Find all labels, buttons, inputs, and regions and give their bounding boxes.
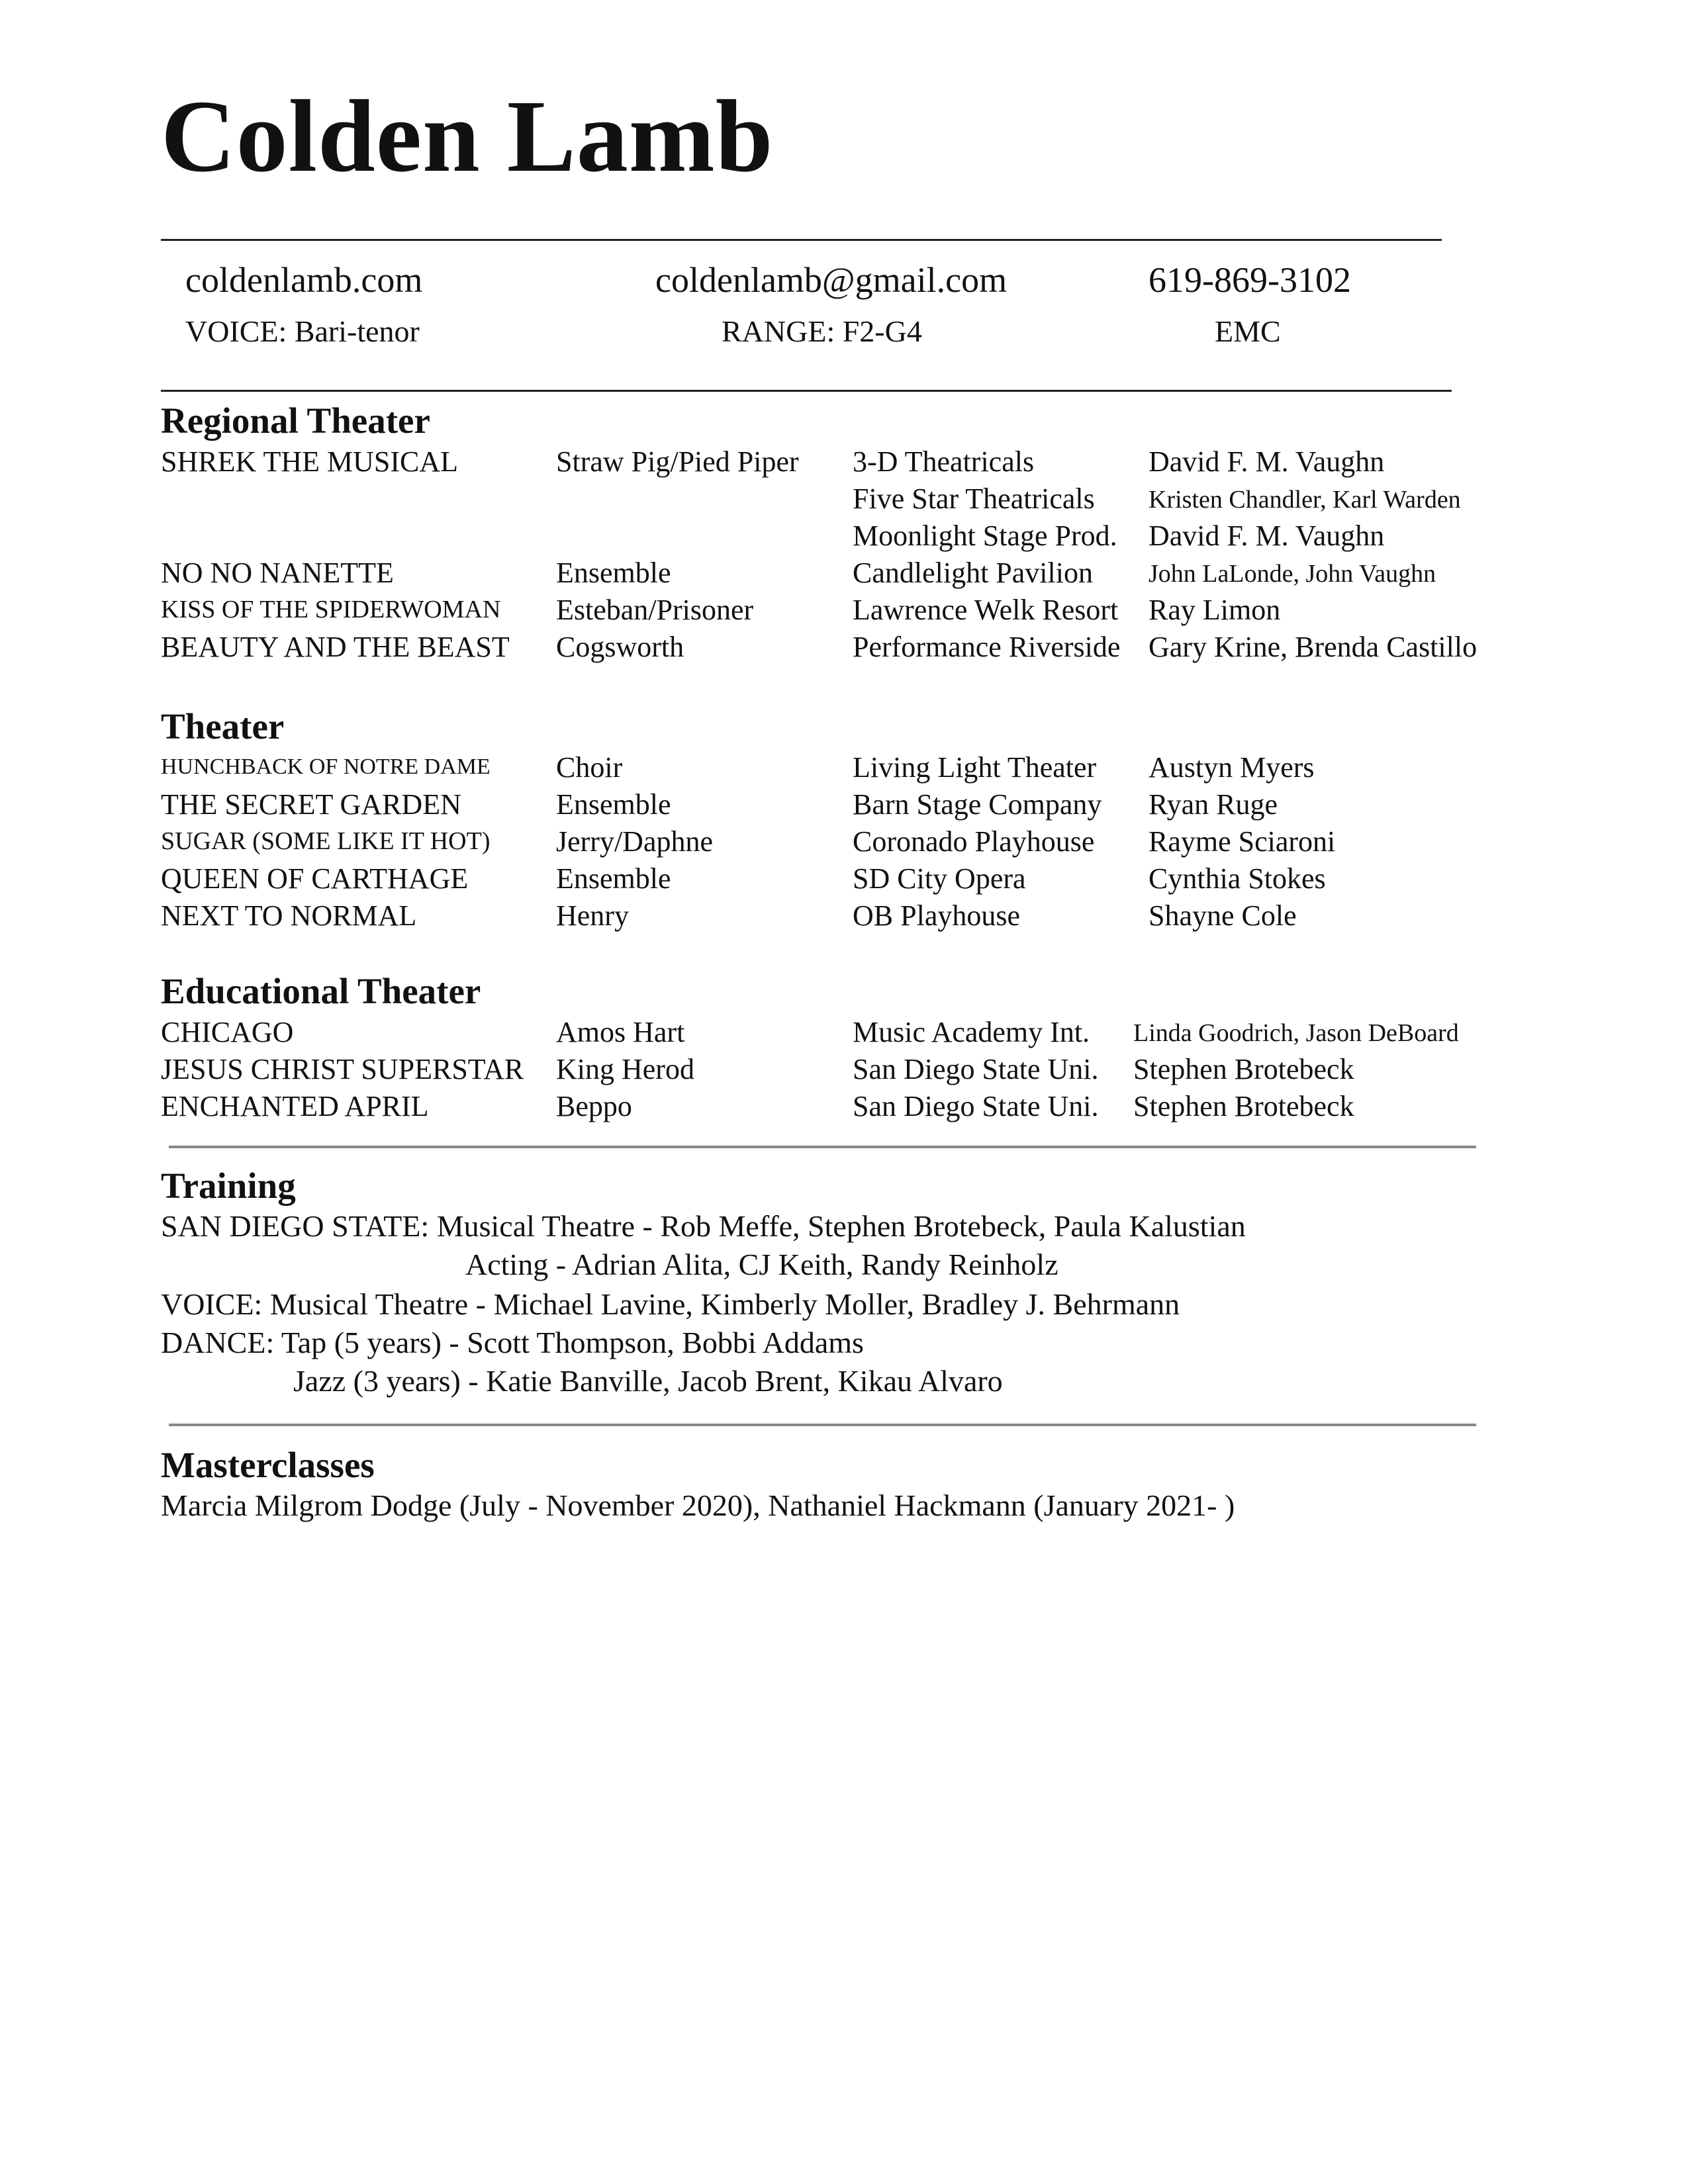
credit-director: Ryan Ruge [1149,788,1278,821]
credit-director: Rayme Sciaroni [1149,825,1336,858]
website: coldenlamb.com [185,260,423,300]
credit-director: Kristen Chandler, Karl Warden [1149,486,1461,514]
credit-show: SUGAR (SOME LIKE IT HOT) [161,827,491,855]
union-status: EMC [1215,314,1281,348]
credit-director: Austyn Myers [1149,751,1315,784]
credit-role: Choir [556,751,623,784]
voice-type: VOICE: Bari-tenor [185,314,420,348]
credit-show: NO NO NANETTE [161,557,394,589]
credit-director: Shayne Cole [1149,899,1297,932]
credit-show: HUNCHBACK OF NOTRE DAME [161,754,491,779]
training-line: DANCE: Tap (5 years) - Scott Thompson, Bobbi Addams [161,1326,864,1359]
credit-role: Beppo [556,1090,632,1122]
credit-venue: Living Light Theater [853,751,1097,784]
credit-show: SHREK THE MUSICAL [161,445,459,478]
credit-venue: OB Playhouse [853,899,1020,932]
credit-venue: 3-D Theatricals [853,445,1035,478]
training-line: Acting - Adrian Alita, CJ Keith, Randy Reinholz [465,1248,1058,1281]
resume-name: Colden Lamb [161,79,774,193]
training-line: Jazz (3 years) - Katie Banville, Jacob Brent, Kikau Alvaro [293,1364,1003,1398]
header-rule-bottom [161,390,1452,392]
credit-venue: Lawrence Welk Resort [853,594,1119,626]
credit-venue: Barn Stage Company [853,788,1102,821]
credit-show: CHICAGO [161,1016,294,1048]
training-line: VOICE: Musical Theatre - Michael Lavine, Kimberly Moller, Bradley J. Behrmann [161,1287,1180,1321]
training-line: SAN DIEGO STATE: Musical Theatre - Rob Meffe, Stephen Brotebeck, Paula Kalustian [161,1209,1246,1243]
credit-show: ENCHANTED APRIL [161,1090,429,1122]
credit-show: KISS OF THE SPIDERWOMAN [161,596,501,623]
credit-role: Ensemble [556,862,671,895]
divider-training [169,1146,1476,1148]
credit-role: Henry [556,899,629,932]
credit-role: King Herod [556,1053,694,1085]
credit-show: JESUS CHRIST SUPERSTAR [161,1053,524,1085]
credit-show: QUEEN OF CARTHAGE [161,862,469,895]
header-rule-top [161,239,1442,241]
credit-venue: Moonlight Stage Prod. [853,520,1117,552]
credit-role: Amos Hart [556,1016,685,1048]
masterclasses-text: Marcia Milgrom Dodge (July - November 2020), Nathaniel Hackmann (January 2021- ) [161,1488,1235,1522]
credit-role: Jerry/Daphne [556,825,714,858]
credit-director: Cynthia Stokes [1149,862,1326,895]
credit-venue: SD City Opera [853,862,1026,895]
credit-director: Gary Krine, Brenda Castillo [1149,631,1477,663]
credit-role: Esteban/Prisoner [556,594,754,626]
credit-venue: Music Academy Int. [853,1016,1090,1048]
section-title-masterclasses: Masterclasses [161,1445,375,1485]
credit-director: John LaLonde, John Vaughn [1149,560,1436,588]
section-title-training: Training [161,1165,296,1206]
credit-director: David F. M. Vaughn [1149,520,1385,552]
credit-venue: Candlelight Pavilion [853,557,1093,589]
credit-role: Ensemble [556,557,671,589]
email: coldenlamb@gmail.com [655,260,1008,300]
vocal-range: RANGE: F2-G4 [722,314,922,348]
credit-venue: Coronado Playhouse [853,825,1095,858]
credit-director: Stephen Brotebeck [1133,1090,1354,1122]
section-title-educational: Educational Theater [161,971,481,1011]
credit-role: Straw Pig/Pied Piper [556,445,799,478]
credit-director: Stephen Brotebeck [1133,1053,1354,1085]
section-title-theater: Theater [161,706,285,747]
credit-show: NEXT TO NORMAL [161,899,417,932]
credit-venue: San Diego State Uni. [853,1090,1099,1122]
credit-venue: Five Star Theatricals [853,482,1095,515]
divider-masterclasses [169,1424,1476,1426]
credit-venue: Performance Riverside [853,631,1121,663]
credit-role: Ensemble [556,788,671,821]
credit-director: Ray Limon [1149,594,1281,626]
credit-show: THE SECRET GARDEN [161,788,461,821]
credit-director: David F. M. Vaughn [1149,445,1385,478]
credit-role: Cogsworth [556,631,684,663]
phone: 619-869-3102 [1149,260,1351,300]
section-title-regional: Regional Theater [161,400,430,441]
credit-venue: San Diego State Uni. [853,1053,1099,1085]
credit-show: BEAUTY AND THE BEAST [161,631,510,663]
credit-director: Linda Goodrich, Jason DeBoard [1133,1019,1459,1047]
